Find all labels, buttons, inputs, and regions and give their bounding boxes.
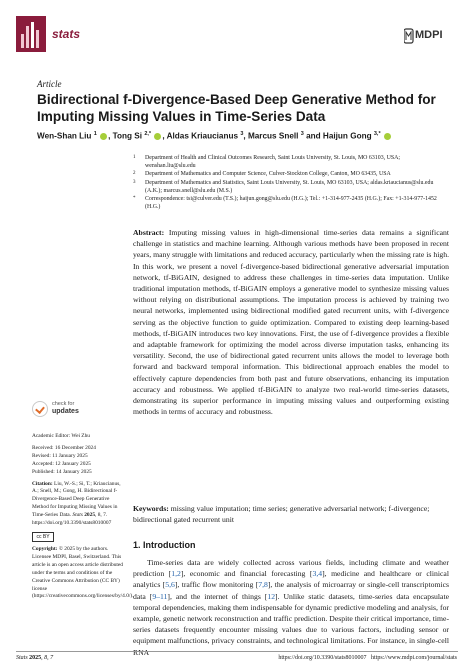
affiliation-marker: 2 bbox=[133, 171, 136, 177]
keywords-text: missing value imputation; time series; generative adversarial network; f-divergence; bidirectional gated recurrent unit bbox=[133, 504, 430, 525]
intro-text: ], the analysis of microarray or single-cell transcriptomics data [ bbox=[133, 580, 449, 601]
footer-doi-link[interactable]: https://doi.org/10.3390/stats8010007 bbox=[278, 655, 367, 661]
citation-link[interactable]: 5,6 bbox=[165, 580, 175, 590]
author-name: Haijun Gong bbox=[322, 131, 372, 141]
citation-text: Liu, W.-S.; Si, T.; Kriaucianus, A.; Snell, M.; Gong, H. Bidirectional f-Divergence-Based Deep Generative Method for Imputing Missing Values in Time-Series Data. bbox=[32, 480, 121, 519]
affiliation-item bbox=[133, 170, 448, 178]
affiliation-marker: * bbox=[133, 196, 136, 202]
footer-volume: , 8, 7 bbox=[41, 655, 54, 661]
orcid-icon[interactable] bbox=[154, 133, 161, 140]
author-name: Marcus Snell bbox=[247, 131, 299, 141]
citation-link[interactable]: 3,4 bbox=[312, 569, 323, 579]
footer-citation bbox=[16, 655, 53, 661]
affiliation-text: Department of Mathematics and Statistics, Saint Louis University, St. Louis, MO 63103, USA; aldas.kriaucianus@slu.edu (A.K.); marcus.snell@slu.edu (M.S.) bbox=[145, 179, 434, 194]
affiliation-text: Correspondence: tsi@culver.edu (T.S.); haijun.gong@slu.edu (H.G.); Tel.: +1-314-977-2435 (H.G.); Fax: +1-314-977-1452 (H.G.) bbox=[145, 196, 437, 211]
intro-text: ], and the internet of things [ bbox=[167, 591, 268, 601]
copyright-label: Copyright: bbox=[32, 545, 58, 552]
author-affil: 3,* bbox=[373, 131, 381, 137]
mdpi-wordmark: MDPI bbox=[415, 29, 443, 41]
citation-label: Citation: bbox=[32, 480, 53, 487]
date-published: Published: 14 January 2025 bbox=[32, 468, 92, 475]
affiliation-item bbox=[133, 195, 448, 211]
intro-paragraph bbox=[133, 557, 449, 658]
footer-journal-link[interactable]: https://www.mdpi.com/journal/stats bbox=[371, 655, 457, 661]
author-name: Tong Si bbox=[112, 131, 143, 141]
cc-license-badge[interactable]: cc BY bbox=[32, 532, 54, 542]
citation-doi[interactable]: , 8, 7. https://doi.org/10.3390/stats8010007 bbox=[32, 512, 112, 527]
orcid-icon[interactable] bbox=[100, 133, 107, 140]
mdpi-logo bbox=[404, 27, 444, 45]
keywords-label: Keywords: bbox=[133, 504, 169, 513]
academic-editor: Academic Editor: Wei Zhu bbox=[32, 433, 90, 439]
citation-link[interactable]: 7,8 bbox=[258, 580, 268, 590]
abstract-text: Imputing missing values in high-dimensional time-series data remains a significant challenge in statistics and machine learning. Although various methods have been proposed in recent years, many struggle with limitations and reduced accuracy, particularly when the missing rate is high. In this work, we present a novel f-divergence-based bidirectional generative adversarial imputation network, tf-BiGAIN, designed to address these challenges in time-series data imputation. Unlike traditional imputation methods, tf-BiGAIN employs a generative model to synthesize missing values without relying on distributional assumptions. The imputation process is achieved by training two neural networks, implemented using bidirectional modified gated recurrent units, with f-divergence serving as the objective function to guide optimization. Compared to existing deep learning-based methods, tf-BiGAIN introduces two key innovations. First, the use of f-divergence provides a flexible and adaptable framework for optimizing the model across diverse imputation tasks, enhancing its versatility. Second, the use of bidirectional gated recurrent units allows the model to leverage both forward and backward temporal information. This bidirectional approach enables the model to effectively capture dependencies from both past and future observations, enhancing its imputation accuracy and robustness. We applied tf-BiGAIN to analyze two real-world time-series datasets, demonstrating its superior performance in imputing missing values and outperforming existing methods in terms of accuracy and robustness. bbox=[133, 228, 449, 417]
footer-links bbox=[278, 655, 457, 661]
author-list: Wen-Shan Liu $^1$ , Tong Si $^{2,*}$ , Aldas Kriaucianus $^3$, Marcus Snell $^3$ and Haijun Gong $^{3,*}$ bbox=[37, 131, 457, 141]
affiliation-item bbox=[133, 154, 448, 170]
intro-text: ], economic and financial forecasting [ bbox=[180, 569, 313, 579]
article-title: Bidirectional f-Divergence-Based Deep Generative Method for Imputing Missing Values in Time-Series Data bbox=[37, 92, 436, 124]
article-type: Article bbox=[37, 79, 62, 89]
footer-divider bbox=[16, 651, 458, 652]
affiliation-item bbox=[133, 179, 448, 195]
author-name: Aldas Kriaucianus bbox=[166, 131, 239, 141]
check-updates-line2: updates bbox=[52, 408, 79, 415]
citation-link[interactable]: 9–11 bbox=[152, 591, 168, 601]
affiliation-marker: 1 bbox=[133, 155, 136, 160]
author-affil: 1 bbox=[93, 131, 97, 137]
affiliation-text: Department of Health and Clinical Outcomes Research, Saint Louis University, St. Louis, MO 63103, USA; wenshan.liu@slu.edu bbox=[145, 155, 401, 170]
abstract bbox=[133, 227, 449, 417]
footer-year: 2025 bbox=[29, 655, 42, 661]
sidebar-info bbox=[32, 433, 134, 605]
date-received: Received: 16 December 2024 bbox=[32, 444, 96, 451]
check-updates-line1: check for bbox=[52, 401, 75, 407]
intro-text: Time-series data are widely collected across various fields, including climate and weather prediction [ bbox=[133, 558, 449, 579]
keywords bbox=[133, 503, 449, 525]
date-revised: Revised: 11 January 2025 bbox=[32, 452, 88, 459]
abstract-label: Abstract: bbox=[133, 228, 165, 237]
author-name: Wen-Shan Liu bbox=[37, 131, 92, 141]
citation-link[interactable]: 1,2 bbox=[171, 569, 181, 579]
intro-text: ], medicine and healthcare or clinical analytics [ bbox=[133, 569, 449, 590]
intro-text: ], traffic flow monitoring [ bbox=[174, 580, 259, 590]
intro-text: ]. Unlike static datasets, time-series data encapsulate temporal dependencies, making them indispensable for dynamic predictive modeling and analysis, for example, genetic network reconstruction and traffic prediction. Despite their critical importance, time-series datasets frequently encounter missing values due to various factors, including sensor or equipment malfunctions, privacy constraints, and technological limitations. For instance, in single-cell RNA bbox=[133, 591, 449, 657]
date-accepted: Accepted: 12 January 2025 bbox=[32, 460, 91, 467]
section-heading: 1. Introduction bbox=[133, 540, 196, 550]
affiliation-text: Department of Mathematics and Computer Science, Culver-Stockton College, Canton, MO 63435, USA bbox=[145, 171, 391, 178]
footer-journal: Stats bbox=[16, 655, 28, 661]
journal-name: stats bbox=[52, 27, 81, 41]
citation-journal: Stats bbox=[72, 512, 83, 519]
affiliations bbox=[133, 154, 448, 211]
citation-link[interactable]: 12 bbox=[267, 591, 276, 601]
orcid-icon[interactable] bbox=[384, 133, 391, 140]
copyright-block bbox=[32, 545, 134, 601]
author-affil: 3 bbox=[300, 131, 304, 137]
check-for-updates-button[interactable] bbox=[32, 401, 122, 421]
copyright-text: © 2025 by the authors. Licensee MDPI, Basel, Switzerland. This article is an open access article distributed under the terms and conditions of the Creative Commons Attribution (CC BY) license (https://creativecommons.org/licenses/by/4.0/). bbox=[32, 545, 134, 600]
author-affil: 2,* bbox=[144, 131, 152, 137]
author-affil: 3 bbox=[240, 131, 244, 137]
citation-block bbox=[32, 481, 124, 528]
citation-year: 2025 bbox=[84, 512, 96, 519]
check-updates-icon bbox=[32, 401, 48, 417]
affiliation-marker: 3 bbox=[133, 179, 136, 185]
journal-logo bbox=[16, 16, 46, 52]
